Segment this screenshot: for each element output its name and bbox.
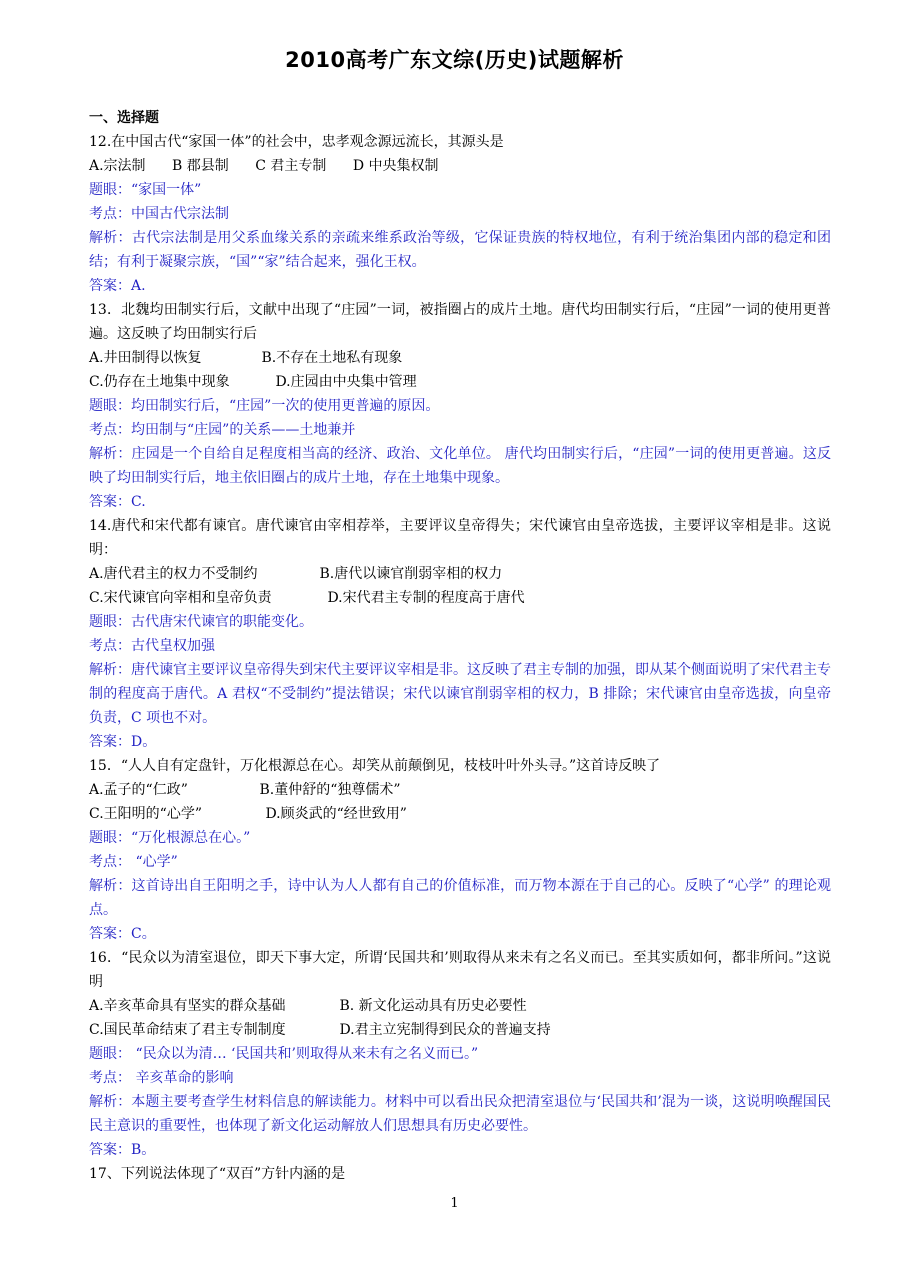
- options-line: [89, 802, 831, 826]
- option-d: D.宋代君主专制的程度高于唐代: [327, 590, 525, 606]
- option-a: A.孟子的“仁政”: [89, 782, 188, 798]
- options-line: [89, 346, 831, 370]
- option-d: D.顾炎武的“经世致用”: [265, 806, 407, 822]
- options-line: [89, 994, 831, 1018]
- page-title: 2010高考广东文综(历史)试题解析: [285, 48, 624, 72]
- content-body: [89, 106, 831, 1186]
- option-b: B. 新文化运动具有历史必要性: [339, 998, 527, 1014]
- option-d: D.庄园由中央集中管理: [275, 374, 417, 390]
- question-stem: 14.唐代和宋代都有谏官。唐代谏官由宰相荐举，主要评议皇帝得失；宋代谏官由皇帝选拔，主要评议宰相是非。这说明：: [89, 518, 831, 558]
- option-b: B.董仲舒的“独尊儒术”: [259, 782, 401, 798]
- answer: 答案：C。: [89, 926, 156, 942]
- question-13: [89, 298, 831, 514]
- option-a: A.宗法制: [89, 158, 146, 174]
- question-15: [89, 754, 831, 946]
- option-c: C.国民革命结束了君主专制制度: [89, 1022, 286, 1038]
- option-b: B 郡县制: [172, 158, 229, 174]
- test-point: 考点：中国古代宗法制: [89, 206, 229, 222]
- answer: 答案：A.: [89, 278, 146, 294]
- test-point: 考点：均田制与“庄园”的关系——土地兼并: [89, 422, 356, 438]
- question-stem: 12.在中国古代“家国一体”的社会中，忠孝观念源远流长，其源头是: [89, 134, 504, 150]
- question-stem: 16．“民众以为清室退位，即天下事大定，所谓‘民国共和’则取得从来未有之名义而已。至其实质如何，都非所问。”这说明: [89, 950, 831, 990]
- analysis: 解析：唐代谏官主要评议皇帝得失到宋代主要评议宰相是非。这反映了君主专制的加强，即从某个侧面说明了宋代君主专制的程度高于唐代。A 君权“不受制约”提法错误；宋代以谏官削弱宰相的权力，B 排除；宋代谏官由皇帝选拔，向皇帝负责，C 项也不对。: [89, 662, 831, 726]
- analysis: 解析：本题主要考查学生材料信息的解读能力。材料中可以看出民众把清室退位与‘民国共和’混为一谈，这说明唤醒国民民主意识的重要性，也体现了新文化运动解放人们思想具有历史必要性。: [89, 1094, 831, 1134]
- option-a: A.井田制得以恢复: [89, 350, 202, 366]
- option-c: C.仍存在土地集中现象: [89, 374, 230, 390]
- question-focus: 题眼：均田制实行后，“庄园”一次的使用更普遍的原因。: [89, 398, 440, 414]
- question-focus: 题眼：古代唐宋代谏官的职能变化。: [89, 614, 313, 630]
- options-line: [89, 562, 831, 586]
- question-stem: 15．“人人自有定盘针，万化根源总在心。却笑从前颠倒见，枝枝叶叶外头寻。”这首诗反映了: [89, 758, 661, 774]
- option-d: D.君主立宪制得到民众的普遍支持: [339, 1022, 551, 1038]
- question-focus: 题眼： “民众以为清… ‘民国共和’则取得从来未有之名义而已。”: [89, 1046, 479, 1062]
- option-c: C 君主专制: [255, 158, 327, 174]
- answer: 答案：B。: [89, 1142, 156, 1158]
- question-12: [89, 130, 831, 298]
- question-focus: 题眼：“万化根源总在心。”: [89, 830, 251, 846]
- analysis: 解析：这首诗出自王阳明之手，诗中认为人人都有自己的价值标准，而万物本源在于自己的心。反映了“心学” 的理论观点。: [89, 878, 831, 918]
- question-14: [89, 514, 831, 754]
- question-stem: 13．北魏均田制实行后，文献中出现了“庄园”一词，被指圈占的成片土地。唐代均田制实行后，“庄园”一词的使用更普遍。这反映了均田制实行后: [89, 302, 831, 342]
- analysis: 解析：古代宗法制是用父系血缘关系的亲疏来维系政治等级，它保证贵族的特权地位，有利于统治集团内部的稳定和团结；有利于凝聚宗族，“国”“家”结合起来，强化王权。: [89, 230, 831, 270]
- options-line: [89, 370, 831, 394]
- analysis: 解析：庄园是一个自给自足程度相当高的经济、政治、文化单位。 唐代均田制实行后，“庄园”一词的使用更普遍。这反映了均田制实行后，地主依旧圈占的成片土地，存在土地集中现象。: [89, 446, 831, 486]
- question-16: [89, 946, 831, 1162]
- option-b: B.不存在土地私有现象: [261, 350, 403, 366]
- test-point: 考点： “心学”: [89, 854, 178, 870]
- test-point: 考点： 辛亥革命的影响: [89, 1070, 234, 1086]
- options-line: [89, 154, 831, 178]
- options-line: [89, 778, 831, 802]
- test-point: 考点：古代皇权加强: [89, 638, 215, 654]
- answer: 答案：C.: [89, 494, 146, 510]
- options-line: [89, 1018, 831, 1042]
- option-a: A.辛亥革命具有坚实的群众基础: [89, 998, 286, 1014]
- section-heading: 一、选择题: [89, 110, 159, 126]
- options-line: [89, 586, 831, 610]
- question-focus: 题眼：“家国一体”: [89, 182, 202, 198]
- option-b: B.唐代以谏官削弱宰相的权力: [319, 566, 503, 582]
- option-c: C.王阳明的“心学”: [89, 806, 202, 822]
- question-17-stem: 17、下列说法体现了“双百”方针内涵的是: [89, 1166, 346, 1182]
- option-c: C.宋代谏官向宰相和皇帝负责: [89, 590, 272, 606]
- answer: 答案：D。: [89, 734, 157, 750]
- option-d: D 中央集权制: [352, 158, 439, 174]
- page-number: 1: [450, 1196, 459, 1211]
- option-a: A.唐代君主的权力不受制约: [89, 566, 258, 582]
